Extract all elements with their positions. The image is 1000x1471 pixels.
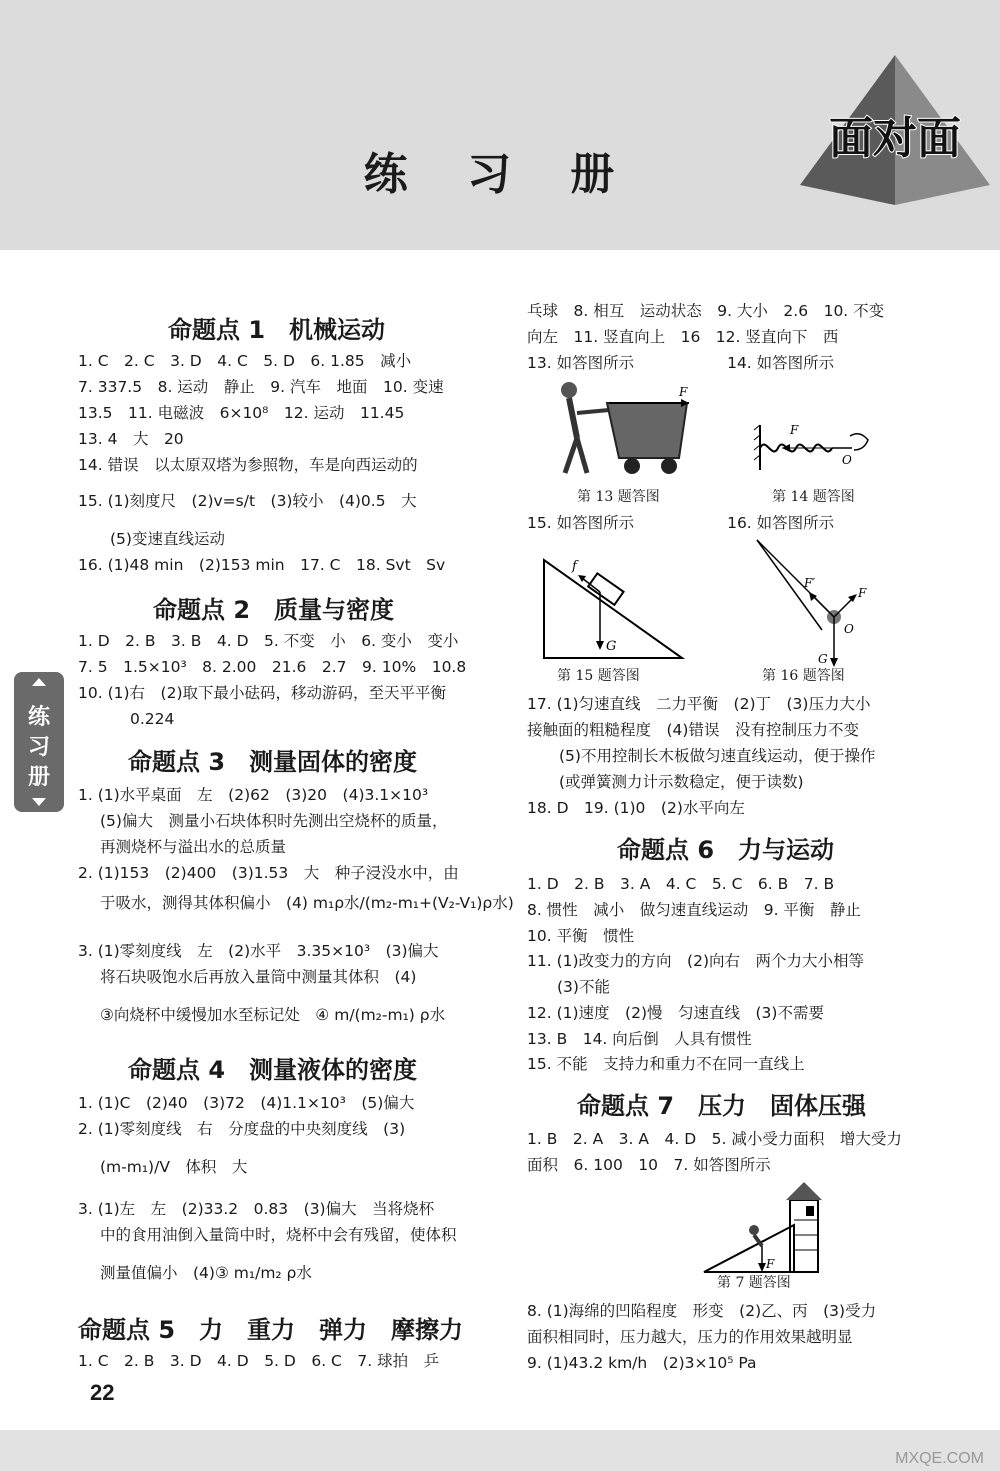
answer-line: 2. (1)153 (2)400 (3)1.53 大 种子浸没水中，由 — [78, 864, 459, 882]
answer-line: 3. (1)零刻度线 左 (2)水平 3.35×10³ (3)偏大 — [78, 942, 439, 960]
answer-line: 再测烧杯与溢出水的总质量 — [100, 838, 287, 856]
figure-caption: 第 16 题答图 — [762, 668, 845, 684]
answer-line: 面积 6. 100 10 7. 如答图所示 — [527, 1156, 771, 1174]
answer-line: (m-m₁)/V 体积 大 — [100, 1158, 248, 1176]
answer-line: 1. (1)C (2)40 (3)72 (4)1.1×10³ (5)偏大 — [78, 1094, 415, 1112]
section-title: 命题点 7 压力 固体压强 — [577, 1092, 867, 1120]
section-title: 命题点 5 力 重力 弹力 摩擦力 — [78, 1316, 464, 1344]
force-label: F — [858, 586, 867, 600]
answer-line: 中的食用油倒入量筒中时，烧杯中会有残留，使体积 — [100, 1226, 457, 1244]
answer-line: ③向烧杯中缓慢加水至标记处 ④ m/(m₂-m₁) ρ水 — [100, 1006, 446, 1024]
figure-caption: 第 13 题答图 — [577, 489, 660, 505]
answer-line: 10. (1)右 (2)取下最小砝码，移动游码，至天平平衡 — [78, 684, 446, 702]
answer-line: 1. (1)水平桌面 左 (2)62 (3)20 (4)3.1×10³ — [78, 786, 429, 804]
point-label: O — [844, 622, 854, 636]
answer-line: (5)变速直线运动 — [110, 530, 225, 548]
force-label: F — [766, 1257, 775, 1271]
point-label: O — [842, 453, 852, 467]
answer-line: 13. 4 大 20 — [78, 430, 184, 448]
brand-pyramid-logo — [800, 55, 990, 205]
answer-line: 测量值偏小 (4)③ m₁/m₂ ρ水 — [100, 1264, 312, 1282]
answer-line: 7. 5 1.5×10³ 8. 2.00 21.6 2.7 9. 10% 10.8 — [78, 658, 467, 676]
answer-line: 1. D 2. B 3. B 4. D 5. 不变 小 6. 变小 变小 — [78, 632, 459, 650]
answer-line: 13. B 14. 向后倒 人具有惯性 — [527, 1030, 752, 1048]
friction-label: f — [572, 559, 577, 574]
answer-line: 面积相同时，压力越大，压力的作用效果越明显 — [527, 1328, 853, 1346]
page-footer-bar — [0, 1430, 1000, 1471]
figure-caption: 第 15 题答图 — [557, 668, 640, 684]
answer-line: 2. (1)零刻度线 右 分度盘的中央刻度线 (3) — [78, 1120, 406, 1138]
answer-line: 15. 如答图所示 16. 如答图所示 — [527, 514, 835, 532]
side-tab-char: 习 — [27, 735, 50, 760]
answer-line: 17. (1)匀速直线 二力平衡 (2)丁 (3)压力大小 — [527, 695, 871, 713]
section-title: 命题点 4 测量液体的密度 — [128, 1056, 418, 1084]
answer-line: 12. (1)速度 (2)慢 匀速直线 (3)不需要 — [527, 1004, 824, 1022]
figure-14-diagram — [752, 420, 882, 480]
side-tab-char: 练 — [27, 705, 50, 730]
answer-line: 1. B 2. A 3. A 4. D 5. 减小受力面积 增大受力 — [527, 1130, 902, 1148]
gravity-label: G — [818, 652, 828, 666]
section-title: 命题点 6 力与运动 — [617, 836, 835, 864]
figure-16-diagram — [752, 535, 882, 670]
section-title: 命题点 1 机械运动 — [168, 316, 386, 344]
brand-logo-text: 面对面 — [829, 113, 961, 164]
page-header — [0, 0, 1000, 250]
answer-line: (5)偏大 测量小石块体积时先测出空烧杯的质量， — [100, 812, 448, 830]
gravity-label: G — [606, 639, 617, 654]
page-title: 练 习 册 — [363, 149, 637, 200]
answer-line: 10. 平衡 惯性 — [527, 927, 635, 945]
answer-line: 9. (1)43.2 km/h (2)3×10⁵ Pa — [527, 1354, 757, 1372]
answer-line: 1. D 2. B 3. A 4. C 5. C 6. B 7. B — [527, 875, 835, 893]
answer-line: 8. 惯性 减小 做匀速直线运动 9. 平衡 静止 — [527, 901, 861, 919]
watermark-text: MXQE.COM — [895, 1450, 984, 1467]
figure-caption: 第 7 题答图 — [717, 1275, 791, 1291]
answer-line: 乓球 8. 相互 运动状态 9. 大小 2.6 10. 不变 — [527, 302, 885, 320]
answer-line: 7. 337.5 8. 运动 静止 9. 汽车 地面 10. 变速 — [78, 378, 444, 396]
answer-line: 15. (1)刻度尺 (2)v=s/t (3)较小 (4)0.5 大 — [78, 492, 417, 510]
answer-line: 13. 如答图所示 14. 如答图所示 — [527, 354, 835, 372]
answer-content — [0, 250, 1000, 1430]
answer-line: (或弹簧测力计示数稳定，便于读数) — [559, 773, 804, 791]
answer-line: 于吸水，测得其体积偏小 (4) m₁ρ水/(m₂-m₁+(V₂-V₁)ρ水) — [100, 894, 514, 912]
section-title: 命题点 3 测量固体的密度 — [128, 748, 418, 776]
answer-line: 将石块吸饱水后再放入量筒中测量其体积 (4) — [100, 968, 417, 986]
answer-line: 11. (1)改变力的方向 (2)向右 两个力大小相等 — [527, 952, 864, 970]
figure-13-diagram — [547, 378, 707, 488]
answer-line: 16. (1)48 min (2)153 min 17. C 18. Svt Sv — [78, 556, 446, 574]
figure-15-diagram — [542, 550, 687, 665]
answer-line: 接触面的粗糙程度 (4)错误 没有控制压力不变 — [527, 721, 859, 739]
figure-caption: 第 14 题答图 — [772, 489, 855, 505]
page-number: 22 — [90, 1380, 115, 1405]
answer-line: 13.5 11. 电磁波 6×10⁸ 12. 运动 11.45 — [78, 404, 405, 422]
answer-line: 1. C 2. B 3. D 4. D 5. D 6. C 7. 球拍 乒 — [78, 1352, 440, 1370]
answer-line: 14. 错误 以太原双塔为参照物，车是向西运动的 — [78, 456, 418, 474]
side-tab-char: 册 — [27, 765, 50, 790]
answer-line: 15. 不能 支持力和重力不在同一直线上 — [527, 1055, 805, 1073]
section-title: 命题点 2 质量与密度 — [153, 596, 395, 624]
answer-line: 18. D 19. (1)0 (2)水平向左 — [527, 799, 745, 817]
answer-line: 8. (1)海绵的凹陷程度 形变 (2)乙、丙 (3)受力 — [527, 1302, 877, 1320]
force-label: F — [790, 423, 799, 437]
force-label: F — [679, 385, 688, 399]
answer-line: (5)不用控制长木板做匀速直线运动，便于操作 — [559, 747, 876, 765]
answer-line: 3. (1)左 左 (2)33.2 0.83 (3)偏大 当将烧杯 — [78, 1200, 435, 1218]
answer-line: 0.224 — [130, 710, 175, 728]
force-label: F′ — [804, 576, 816, 590]
figure-7-diagram — [702, 1180, 827, 1275]
answer-line: 向左 11. 竖直向上 16 12. 竖直向下 西 — [527, 328, 839, 346]
answer-line: 1. C 2. C 3. D 4. C 5. D 6. 1.85 减小 — [78, 352, 412, 370]
answer-line: (3)不能 — [557, 978, 610, 996]
